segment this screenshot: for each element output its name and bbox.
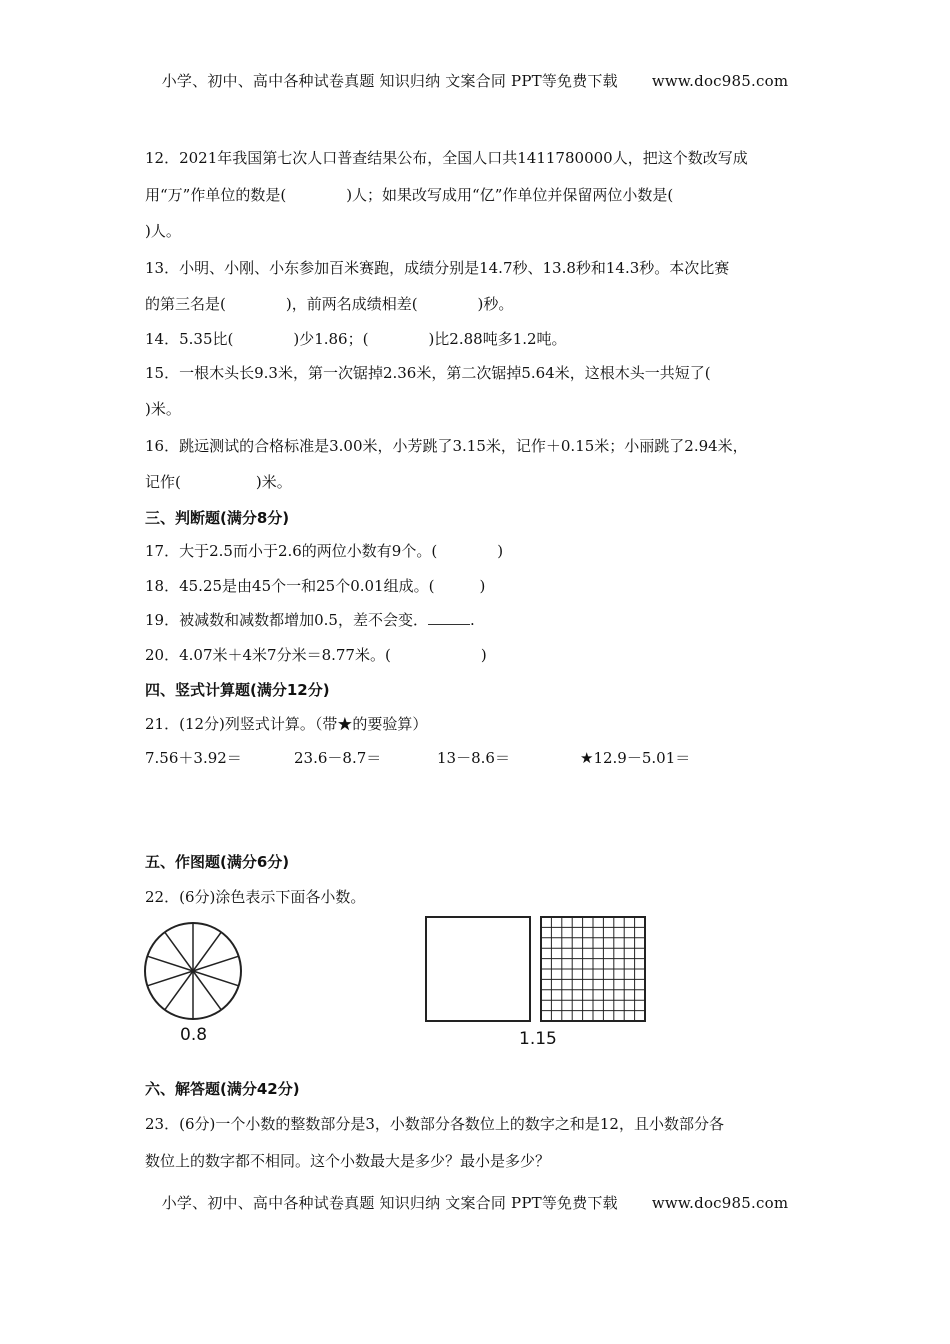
section-3-title: 三、判断题(满分8分) (145, 509, 290, 527)
q12-line1: 12．2021年我国第七次人口普查结果公布，全国人口共1411780000人，把这个数改写成 (145, 149, 748, 167)
q14-line1: 14．5.35比( )少1.86；( )比2.88吨多1.2吨。 (145, 330, 567, 348)
header-site: www.doc985.com (651, 72, 789, 90)
q23-line2: 数位上的数字都不相同。这个小数最大是多少？最小是多少？ (145, 1152, 551, 1170)
circle-label: 0.8 (180, 1025, 208, 1045)
section-4-title: 四、竖式计算题(满分12分) (145, 681, 330, 699)
q15-line1: 15．一根木头长9.3米，第一次锯掉2.36米，第二次锯掉5.64米，这根木头一共短了( (145, 364, 711, 382)
squares-label: 1.15 (519, 1029, 557, 1049)
page-header (0, 70, 950, 91)
calc-item-2: 23.6－8.7＝ (294, 749, 382, 767)
page-footer (0, 1192, 950, 1213)
q18: 18．45.25是由45个一和25个0.01组成。( ) (145, 577, 486, 595)
q21-title: 21．(12分)列竖式计算。（带★的要验算） (145, 715, 428, 733)
q15-line2: )米。 (145, 400, 181, 418)
q19-text: 19．被减数和减数都增加0.5，差不会变． (145, 611, 428, 629)
q16-line1: 16．跳远测试的合格标准是3.00米，小芳跳了3.15米，记作＋0.15米；小丽跳了2.94米， (145, 437, 748, 455)
hundred-grid-figure (540, 916, 649, 1024)
q12-line2: 用“万”作单位的数是( )人；如果改写成用“亿”作单位并保留两位小数是( (145, 186, 674, 204)
circle-ten-parts-figure (140, 918, 246, 1024)
q13-line1: 13．小明、小刚、小东参加百米赛跑，成绩分别是14.7秒、13.8秒和14.3秒。本次比赛 (145, 259, 730, 277)
q17: 17．大于2.5而小于2.6的两位小数有9个。( ) (145, 542, 504, 560)
header-text: 小学、初中、高中各种试卷真题 知识归纳 文案合同 PPT等免费下载 (161, 72, 618, 90)
section-6-title: 六、解答题(满分42分) (145, 1080, 300, 1098)
q13-line2: 的第三名是( )，前两名成绩相差( )秒。 (145, 295, 514, 313)
calc-item-3: 13－8.6＝ (437, 749, 510, 767)
section-5-title: 五、作图题(满分6分) (145, 853, 290, 871)
q23-line1: 23．(6分)一个小数的整数部分是3，小数部分各数位上的数字之和是12，且小数部分各 (145, 1115, 724, 1133)
q12-line3: )人。 (145, 222, 181, 240)
q19 (145, 609, 475, 630)
whole-square-figure (425, 916, 532, 1024)
q20: 20．4.07米＋4米7分米＝8.77米。( ) (145, 646, 487, 664)
answer-blank[interactable] (428, 612, 470, 625)
calc-item-1: 7.56＋3.92＝ (145, 749, 242, 767)
q16-line2: 记作( )米。 (145, 473, 292, 491)
q22-title: 22．(6分)涂色表示下面各小数。 (145, 888, 366, 906)
q19-end: . (469, 611, 475, 629)
footer-text: 小学、初中、高中各种试卷真题 知识归纳 文案合同 PPT等免费下载 (161, 1194, 618, 1212)
footer-site: www.doc985.com (651, 1194, 789, 1212)
calc-item-4: ★12.9－5.01＝ (580, 749, 691, 767)
